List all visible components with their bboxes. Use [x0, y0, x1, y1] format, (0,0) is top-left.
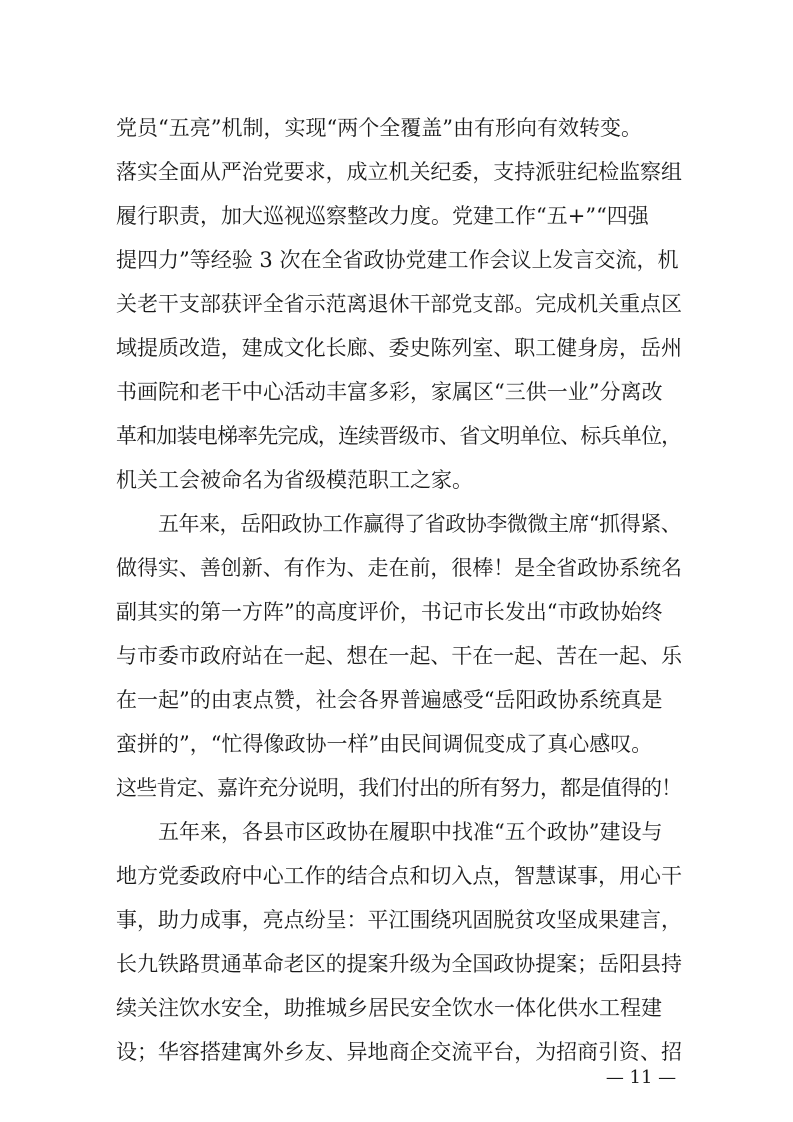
text-line: 提四力”等经验 3 次在全省政协党建工作会议上发言交流，机 [116, 248, 679, 272]
text-line: 这些肯定、嘉许充分说明，我们付出的所有努力，都是值得的！ [116, 776, 682, 800]
text-line: 在一起”的由衷点赞，社会各界普遍感受“岳阳政协系统真是 [116, 688, 663, 712]
text-line: 履行职责，加大巡视巡察整改力度。党建工作“五+”“四强 [116, 204, 649, 228]
text-line: 域提质改造，建成文化长廊、委史陈列室、职工健身房，岳州 [116, 336, 682, 360]
text-line: 党员“五亮”机制，实现“两个全覆盖”由有形向有效转变。 [116, 116, 642, 140]
text-line: 设；华容搭建寓外乡友、异地商企交流平台，为招商引资、招 [116, 1040, 682, 1064]
text-line: 事，助力成事，亮点纷呈：平江围绕巩固脱贫攻坚成果建言， [116, 908, 682, 932]
text-line: 副其实的第一方阵”的高度评价，书记市长发出“市政协始终 [116, 600, 663, 624]
text-line: 与市委市政府站在一起、想在一起、干在一起、苦在一起、乐 [116, 644, 682, 668]
text-line: 地方党委政府中心工作的结合点和切入点，智慧谋事，用心干 [116, 864, 682, 888]
text-line: 机关工会被命名为省级模范职工之家。 [116, 468, 473, 492]
text-line: 续关注饮水安全，助推城乡居民安全饮水一体化供水工程建 [116, 996, 662, 1020]
text-line: 落实全面从严治党要求，成立机关纪委，支持派驻纪检监察组 [116, 160, 682, 184]
text-line: 书画院和老干中心活动丰富多彩，家属区“三供一业”分离改 [116, 380, 663, 404]
text-line: 关老干支部获评全省示范离退休干部党支部。完成机关重点区 [116, 292, 682, 316]
page-number: — 11 — [605, 1067, 677, 1088]
paragraph-first-line: 五年来，各县市区政协在履职中找准“五个政协”建设与 [158, 820, 663, 844]
text-line: 做得实、善创新、有作为、走在前，很棒！是全省政协系统名 [116, 556, 682, 580]
text-line: 蛮拼的”，“忙得像政协一样”由民间调侃变成了真心感叹。 [116, 732, 653, 756]
text-line: 长九铁路贯通革命老区的提案升级为全国政协提案；岳阳县持 [116, 952, 682, 976]
text-line: 革和加装电梯率先完成，连续晋级市、省文明单位、标兵单位， [116, 424, 682, 448]
paragraph-first-line: 五年来，岳阳政协工作赢得了省政协李微微主席“抓得紧、 [158, 512, 682, 536]
